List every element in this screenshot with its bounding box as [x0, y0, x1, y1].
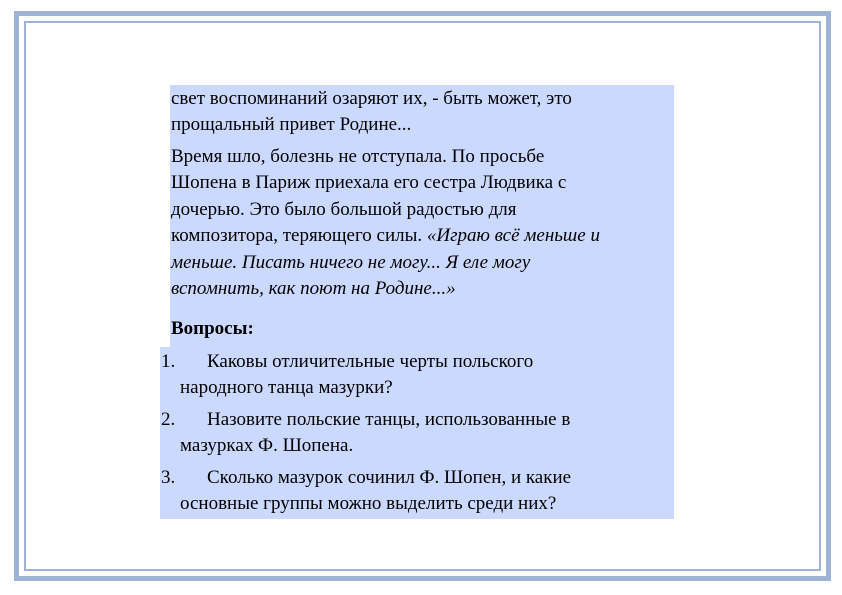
text-line: Время шло, болезнь не отступала. По просьбе: [171, 146, 545, 167]
text-line: прощальный привет Родине...: [171, 114, 412, 136]
question-text: Каковы отличительные черты польского: [207, 351, 534, 372]
question-text-cont: народного танца мазурки?: [180, 377, 393, 398]
question-number: 3.: [161, 467, 176, 488]
quote-line: меньше. Писать ничего не могу... Я еле могу: [171, 251, 531, 273]
questions-heading: Вопросы:: [171, 318, 254, 339]
text-fragment: композитора, теряющего силы.: [171, 225, 427, 247]
question-text: Сколько мазурок сочинил Ф. Шопен, и какие: [207, 467, 572, 488]
question-number: 2.: [161, 409, 176, 430]
text-line: дочерью. Это было большой радостью для: [171, 198, 517, 220]
quote-line: вспомнить, как поют на Родине...»: [171, 278, 456, 300]
text-line: Шопена в Париж приехала его сестра Людвика с: [171, 172, 567, 194]
question-text: Назовите польские танцы, использованные в: [207, 409, 571, 430]
quote-fragment: «Играю всё меньше и: [426, 225, 600, 247]
text-line: [171, 223, 600, 249]
paragraph-memories: [171, 86, 572, 139]
question-number: 1.: [161, 351, 176, 372]
paragraph-illness: [171, 144, 600, 302]
question-text-cont: мазурках Ф. Шопена.: [180, 435, 354, 456]
text-line: свет воспоминаний озаряют их, - быть может, это: [171, 88, 572, 109]
question-text-cont: основные группы можно выделить среди них?: [180, 493, 557, 514]
